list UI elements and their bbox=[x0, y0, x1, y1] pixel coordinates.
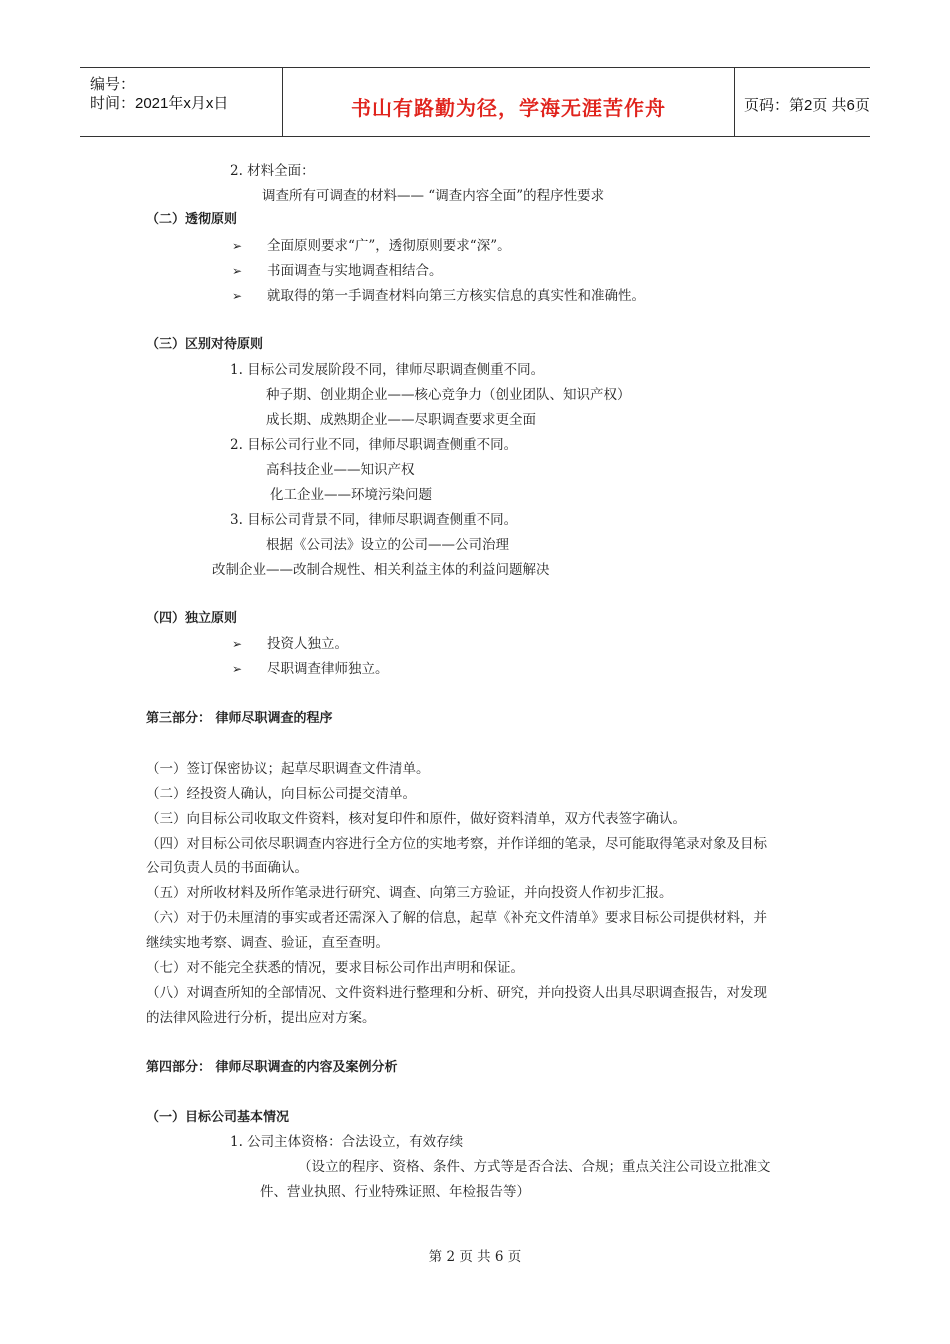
list-item: 3. 目标公司背景不同，律师尽职调查侧重不同。 bbox=[230, 512, 518, 528]
bullet-item: 全面原则要求“广”，透彻原则要求“深”。 bbox=[267, 238, 511, 254]
paragraph: 的法律风险进行分析，提出应对方案。 bbox=[146, 1010, 376, 1026]
header-page-number: 页码：第2页 共6页 bbox=[744, 97, 870, 114]
section-heading: （三）区别对待原则 bbox=[146, 337, 264, 352]
header-motto-cell bbox=[282, 68, 735, 136]
list-item: 2. 目标公司行业不同，律师尽职调查侧重不同。 bbox=[230, 437, 518, 453]
bullet-item: 书面调查与实地调查相结合。 bbox=[267, 263, 443, 279]
paragraph: 件、营业执照、行业特殊证照、年检报告等） bbox=[260, 1184, 530, 1200]
paragraph: （八）对调查所知的全部情况、文件资料进行整理和分析、研究，并向投资人出具尽职调查报告，对发现 bbox=[146, 985, 767, 1001]
list-item: 1. 公司主体资格：合法设立，有效存续 bbox=[230, 1134, 464, 1150]
part-heading: 第四部分： 律师尽职调查的内容及案例分析 bbox=[146, 1060, 398, 1075]
paragraph: 种子期、创业期企业——核心竞争力（创业团队、知识产权） bbox=[266, 387, 631, 403]
paragraph: 调查所有可调查的材料—— “调查内容全面”的程序性要求 bbox=[262, 188, 605, 204]
list-item: 2. 材料全面： bbox=[230, 163, 315, 179]
paragraph: （五）对所收材料及所作笔录进行研究、调查、向第三方验证，并向投资人作初步汇报。 bbox=[146, 885, 673, 901]
paragraph: （一）签订保密协议；起草尽职调查文件清单。 bbox=[146, 761, 430, 777]
document-time-label: 时间：2021年x月x日 bbox=[90, 95, 229, 112]
paragraph: （二）经投资人确认，向目标公司提交清单。 bbox=[146, 786, 416, 802]
bullet-arrow-icon: ➢ bbox=[232, 662, 243, 676]
paragraph: 根据《公司法》设立的公司——公司治理 bbox=[266, 537, 509, 553]
list-item: 1. 目标公司发展阶段不同，律师尽职调查侧重不同。 bbox=[230, 362, 545, 378]
paragraph: 化工企业——环境污染问题 bbox=[270, 487, 432, 503]
bullet-arrow-icon: ➢ bbox=[232, 289, 243, 303]
header-left-cell bbox=[80, 68, 282, 136]
header-page-cell bbox=[733, 68, 870, 136]
section-heading: （二）透彻原则 bbox=[146, 212, 238, 227]
paragraph: 继续实地考察、调查、验证，直至查明。 bbox=[146, 935, 389, 951]
page-header bbox=[80, 67, 870, 137]
bullet-item: 就取得的第一手调查材料向第三方核实信息的真实性和准确性。 bbox=[267, 288, 645, 304]
bullet-arrow-icon: ➢ bbox=[232, 637, 243, 651]
section-heading: （一）目标公司基本情况 bbox=[146, 1110, 290, 1125]
part-heading: 第三部分： 律师尽职调查的程序 bbox=[146, 711, 333, 726]
paragraph: （四）对目标公司依尽职调查内容进行全方位的实地考察，并作详细的笔录，尽可能取得笔录对象及目标 bbox=[146, 836, 767, 852]
bullet-arrow-icon: ➢ bbox=[232, 264, 243, 278]
section-heading: （四）独立原则 bbox=[146, 611, 238, 626]
paragraph: （设立的程序、资格、条件、方式等是否合法、合规；重点关注公司设立批准文 bbox=[298, 1159, 771, 1175]
motto-text: 书山有路勤为径，学海无涯苦作舟 bbox=[351, 96, 666, 120]
paragraph: （六）对于仍未厘清的事实或者还需深入了解的信息，起草《补充文件清单》要求目标公司提供材料，并 bbox=[146, 910, 767, 926]
paragraph: 公司负责人员的书面确认。 bbox=[146, 860, 308, 876]
bullet-arrow-icon: ➢ bbox=[232, 239, 243, 253]
page-footer: 第 2 页 共 6 页 bbox=[428, 1249, 522, 1265]
bullet-item: 尽职调查律师独立。 bbox=[267, 661, 389, 677]
paragraph: 高科技企业——知识产权 bbox=[266, 462, 415, 478]
paragraph: 成长期、成熟期企业——尽职调查要求更全面 bbox=[266, 412, 536, 428]
bullet-item: 投资人独立。 bbox=[267, 636, 348, 652]
document-number-label: 编号： bbox=[90, 76, 136, 93]
paragraph: （三）向目标公司收取文件资料，核对复印件和原件，做好资料清单，双方代表签字确认。 bbox=[146, 811, 686, 827]
paragraph: 改制企业——改制合规性、相关利益主体的利益问题解决 bbox=[212, 562, 550, 578]
paragraph: （七）对不能完全获悉的情况，要求目标公司作出声明和保证。 bbox=[146, 960, 524, 976]
